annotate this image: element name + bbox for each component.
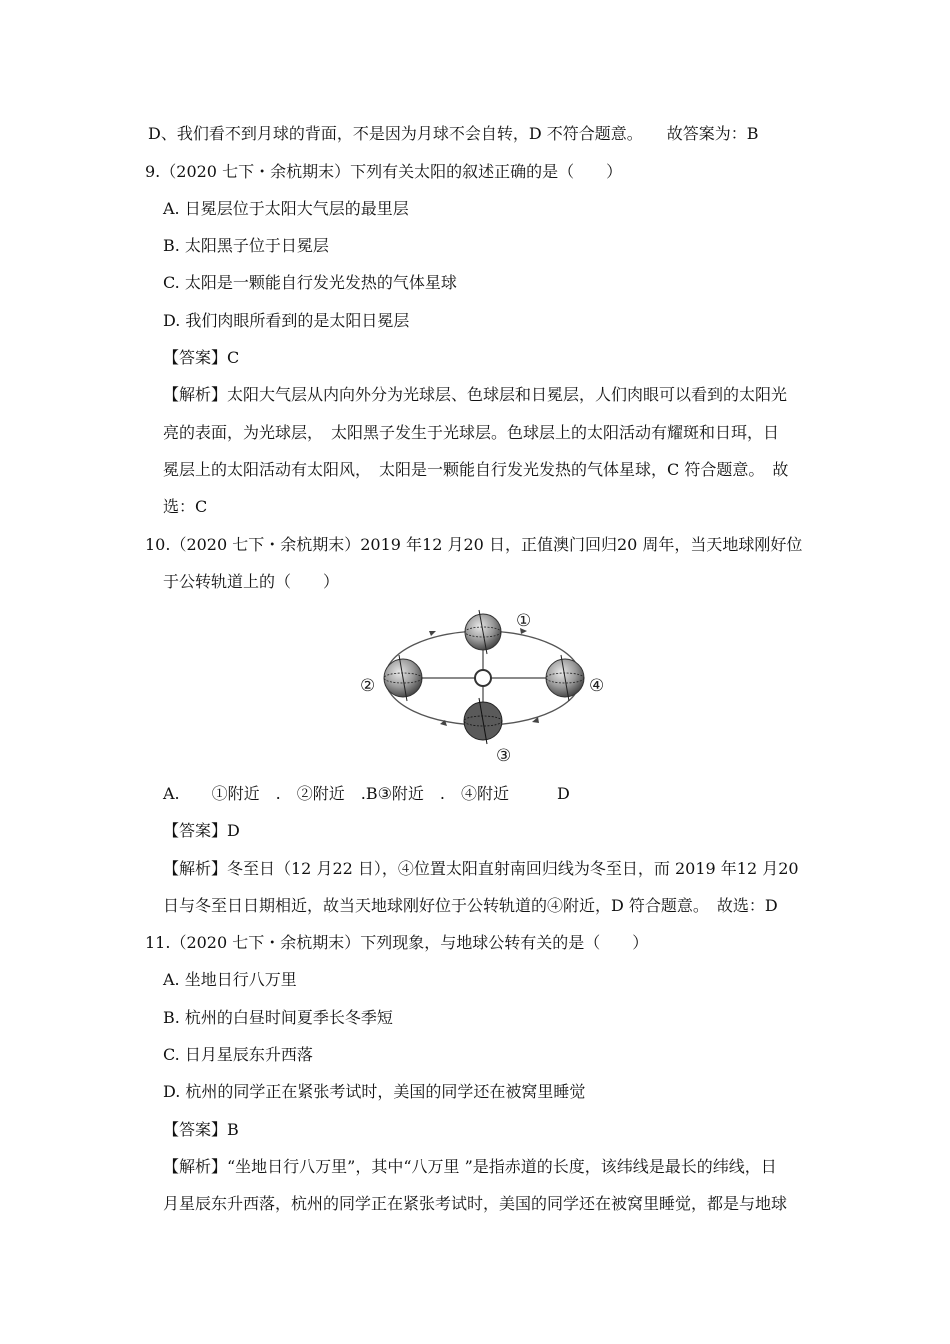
q10-analysis-line: 【解析】冬至日（12 月22 日），④位置太阳直射南回归线为冬至日，而 2019 年12 月20 — [163, 859, 799, 878]
q10-answer: 【答案】D — [163, 821, 240, 840]
q9-analysis-line: 选：C — [163, 497, 208, 516]
q9-option-a: A. 日冕层位于太阳大气层的最里层 — [163, 199, 409, 218]
q11-option-d: D. 杭州的同学正在紧张考试时，美国的同学还在被窝里睡觉 — [163, 1082, 586, 1101]
earth-globe-4 — [546, 655, 584, 701]
q9-option-b: B. 太阳黑子位于日冕层 — [163, 236, 329, 255]
q9-option-c: C. 太阳是一颗能自行发光发热的气体星球 — [163, 273, 457, 292]
diagram-label-3: ③ — [496, 746, 512, 766]
diagram-label-4: ④ — [589, 676, 605, 696]
earth-orbit-diagram — [355, 598, 615, 770]
q11-option-b: B. 杭州的白昼时间夏季长冬季短 — [163, 1008, 393, 1027]
earth-globe-1 — [465, 610, 501, 654]
q9-option-d: D. 我们肉眼所看到的是太阳日冕层 — [163, 311, 410, 330]
q11-option-a: A. 坐地日行八万里 — [163, 970, 297, 989]
q11-answer: 【答案】B — [163, 1120, 239, 1139]
q10-stem: 10.（2020 七下・余杭期末）2019 年12 月20 日，正值澳门回归20 周年，当天地球刚好位 — [145, 535, 803, 554]
earth-orbit-svg — [355, 598, 615, 770]
earth-globe-3 — [464, 698, 502, 744]
diagram-label-1: ① — [516, 611, 532, 631]
q11-stem: 11.（2020 七下・余杭期末）下列现象，与地球公转有关的是（ ） — [145, 933, 649, 952]
q10-options: A. ①附近 . ②附近 .B③附近 . ④附近 D — [163, 784, 570, 803]
q9-analysis-line: 【解析】太阳大气层从内向外分为光球层、色球层和日冕层，人们肉眼可以看到的太阳光 — [163, 385, 788, 404]
q11-analysis-line: 【解析】“坐地日行八万里”，其中“八万里 ”是指赤道的长度，该纬线是最长的纬线，日 — [163, 1157, 777, 1176]
q10-analysis-line: 日与冬至日日期相近，故当天地球刚好位于公转轨道的④附近，D 符合题意。 故选：D — [163, 896, 778, 915]
earth-globe-2 — [384, 655, 422, 701]
q9-analysis-line: 冕层上的太阳活动有太阳风， 太阳是一颗能自行发光发热的气体星球，C 符合题意。 故 — [163, 460, 789, 479]
previous-answer-line: D、我们看不到月球的背面，不是因为月球不会自转，D 不符合题意。 故答案为：B — [148, 124, 759, 143]
q11-option-c: C. 日月星辰东升西落 — [163, 1045, 313, 1064]
orbit-arrow-icon — [429, 631, 436, 636]
q9-stem: 9.（2020 七下・余杭期末）下列有关太阳的叙述正确的是（ ） — [145, 162, 623, 181]
q10-stem: 于公转轨道上的（ ） — [163, 572, 340, 591]
q11-analysis-line: 月星辰东升西落，杭州的同学正在紧张考试时，美国的同学还在被窝里睡觉，都是与地球 — [163, 1194, 788, 1213]
q9-answer: 【答案】C — [163, 348, 240, 367]
sun-icon — [475, 670, 491, 686]
diagram-label-2: ② — [360, 676, 376, 696]
q9-analysis-line: 亮的表面，为光球层， 太阳黑子发生于光球层。色球层上的太阳活动有耀斑和日珥，日 — [163, 423, 780, 442]
